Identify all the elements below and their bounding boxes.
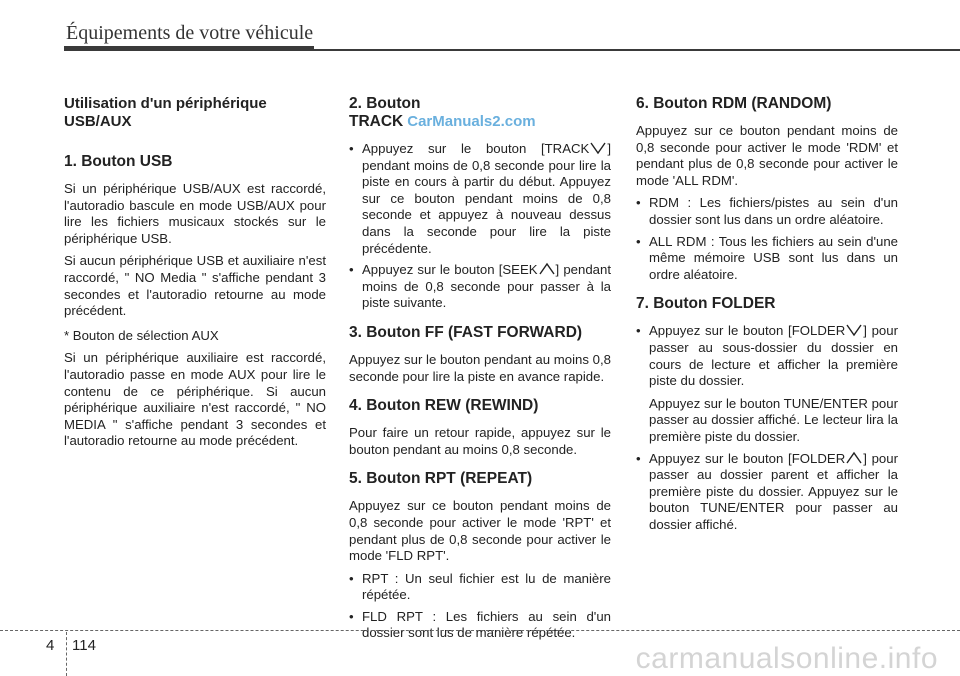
column-usb-aux <box>64 95 326 456</box>
rdm-paragraph: Appuyez sur ce bouton pendant moins de 0,8 seconde pour activer le mode 'RDM' et pendant plus de 0,8 seconde pour activer le mode 'ALL RDM'. <box>636 123 898 188</box>
ff-button-heading: 3. Bouton FF (FAST FORWARD) <box>349 323 583 341</box>
usb-paragraph-2: Si aucun périphérique USB et auxiliaire n'est raccordé, " NO Media " s'affiche pendant 3 secondes et l'autoradio retourne au mode précédent. <box>64 253 326 319</box>
rpt-button-heading: 5. Bouton RPT (REPEAT) <box>349 470 533 488</box>
rew-button-heading: 4. Bouton REW (REWIND) <box>349 397 539 415</box>
chevron-up-icon <box>845 451 863 465</box>
rpt-paragraph: Appuyez sur ce bouton pendant moins de 0,8 seconde pour activer le mode 'RPT' et pendant plus de 0,8 seconde pour activer le mode 'FLD RPT'. <box>349 498 611 564</box>
page-header-title: Équipements de votre véhicule <box>66 22 314 44</box>
track-bullet-2: • Appuyez sur le bouton [SEEK ] pendant moins de 0,8 seconde pour passer à la piste suivante. <box>349 262 611 312</box>
chevron-down-icon <box>589 141 607 155</box>
footer-divider <box>0 630 960 631</box>
header-rule-thick <box>64 46 314 51</box>
rpt-bullet-2: • FLD RPT : Les fichiers au sein d'un dossier sont lus de manière répétée. <box>349 609 611 642</box>
track-button-heading: 2. Bouton TRACK CarManuals2.com <box>349 95 536 130</box>
usb-button-heading: 1. Bouton USB <box>64 153 173 170</box>
aux-paragraph: Si un périphérique auxiliaire est raccordé, l'autoradio passe en mode AUX pour lire le contenu de ce périphérique. Si aucun périphérique auxiliaire n'est raccordé, " NO MEDIA " s'affiche pendant 3 secondes et l'autoradio retourne au mode précédent. <box>64 350 326 449</box>
section-title: Utilisation d'un périphérique USB/AUX <box>64 95 267 130</box>
rdm-bullet-2: • ALL RDM : Tous les fichiers au sein d'une même mémoire USB sont lus dans un ordre aléatoire. <box>636 234 898 284</box>
folder-subparagraph: Appuyez sur le bouton TUNE/ENTER pour passer au dossier affiché. Le lecteur lira la première piste du dossier. <box>649 395 898 444</box>
header-rule-thin <box>314 49 960 51</box>
column-track-controls <box>349 95 611 648</box>
rdm-button-heading: 6. Bouton RDM (RANDOM) <box>636 95 832 112</box>
rdm-bullet-1: • RDM : Les fichiers/pistes au sein d'un dossier sont lus dans un ordre aléatoire. <box>636 195 898 228</box>
folder-list <box>636 323 898 389</box>
ff-paragraph: Appuyez sur le bouton pendant au moins 0,8 seconde pour lire la piste en avance rapide. <box>349 351 611 384</box>
column-rdm-folder <box>636 95 898 539</box>
usb-paragraph-1: Si un périphérique USB/AUX est raccordé, l'autoradio bascule en mode USB/AUX pour lire les fichiers musicaux stockés sur le périphérique USB. <box>64 181 326 246</box>
carmanuals-watermark: CarManuals2.com <box>407 113 536 130</box>
rpt-list <box>349 571 611 642</box>
folder-bullet-1: • Appuyez sur le bouton [FOLDER ] pour passer au sous-dossier du dossier en cours de lecture et afficher la première piste du dossier. <box>636 323 898 389</box>
folder-bullet-2: • Appuyez sur le bouton [FOLDER ] pour passer au dossier parent et afficher la première piste du dossier. Appuyez sur le bouton TUNE/ENTER pour passer au dossier affiché. <box>636 451 898 534</box>
chevron-up-icon <box>538 262 556 276</box>
page-number: 114 <box>72 637 96 654</box>
rpt-bullet-1: • RPT : Un seul fichier est lu de manière répétée. <box>349 571 611 604</box>
track-list <box>349 141 611 312</box>
footer-watermark: carmanualsonline.info <box>635 642 938 675</box>
section-number: 4 <box>46 637 55 654</box>
rdm-list <box>636 195 898 283</box>
track-bullet-1: • Appuyez sur le bouton [TRACK ] pendant moins de 0,8 seconde pour lire la piste en cours à partir du début. Appuyez sur ce bouton pendant moins de 0,8 seconde et appuyez à nouveau dessus dans la seconde pour lire la piste précédente. <box>349 141 611 257</box>
folder-button-heading: 7. Bouton FOLDER <box>636 295 776 313</box>
aux-note: * Bouton de sélection AUX <box>64 327 219 343</box>
rew-paragraph: Pour faire un retour rapide, appuyez sur le bouton pendant au moins 0,8 seconde. <box>349 425 611 457</box>
folder-list-2 <box>636 451 898 534</box>
footer-vertical-divider <box>66 632 67 676</box>
chevron-down-icon <box>845 323 863 337</box>
